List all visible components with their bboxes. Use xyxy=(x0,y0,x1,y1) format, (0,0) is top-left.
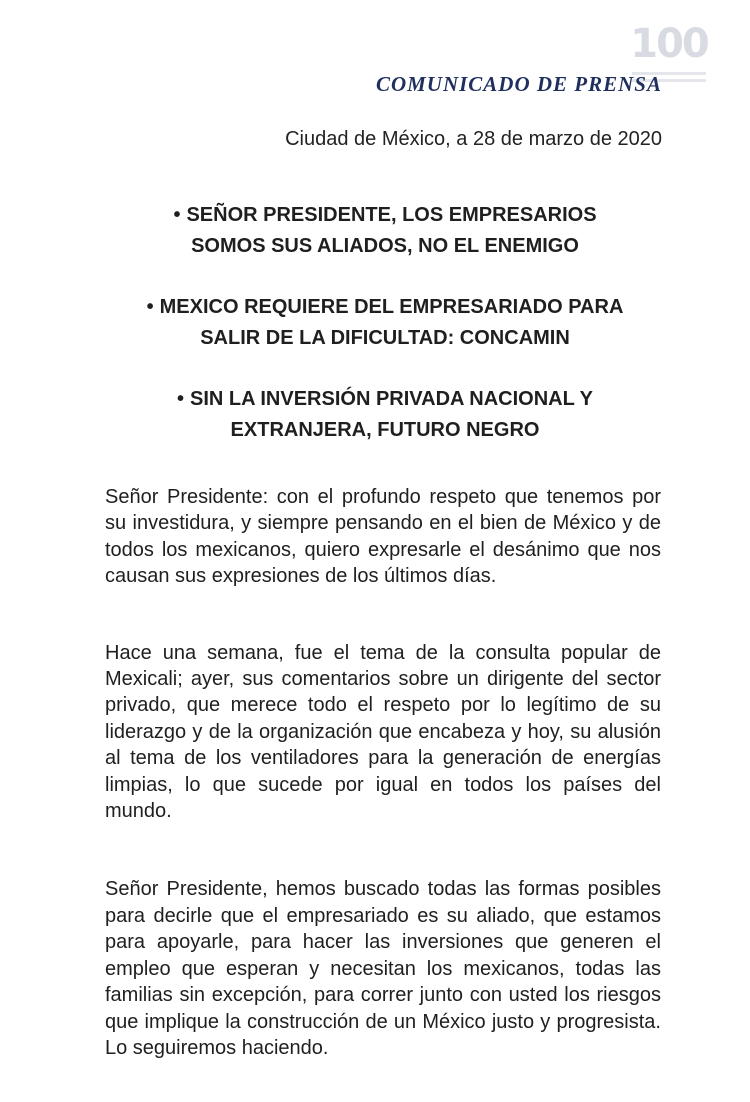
body-text xyxy=(105,484,661,1061)
logo-number: 100 xyxy=(630,21,708,67)
headline-3-line-2: EXTRANJERA, FUTURO NEGRO xyxy=(230,419,540,441)
headline-1-line-1: SEÑOR PRESIDENTE, LOS EMPRESARIOS xyxy=(186,204,597,226)
headline-3 xyxy=(90,384,680,446)
headlines xyxy=(90,200,680,476)
headline-2 xyxy=(90,292,680,354)
headline-2-line-2: SALIR DE LA DIFICULTAD: CONCAMIN xyxy=(200,327,570,349)
bullet: • xyxy=(146,296,154,318)
bullet: • xyxy=(173,204,181,226)
headline-1 xyxy=(90,200,680,262)
headline-2-line-1: MEXICO REQUIERE DEL EMPRESARIADO PARA xyxy=(159,296,624,318)
dateline: Ciudad de México, a 28 de marzo de 2020 xyxy=(285,128,662,150)
paragraph-2: Hace una semana, fue el tema de la consulta popular de Mexicali; ayer, sus comentarios sobre un dirigente del sector privado, que merece todo el respeto por lo legítimo de su liderazgo y de la organización que encabeza y hoy, su alusión al tema de los ventiladores para la generación de energías limpias, lo que sucede por igual en todos los países del mundo. xyxy=(105,641,661,823)
document-title: COMUNICADO DE PRENSA xyxy=(375,72,662,96)
bullet: • xyxy=(176,388,184,410)
headline-3-line-1: SIN LA INVERSIÓN PRIVADA NACIONAL Y xyxy=(190,388,594,410)
headline-1-line-2: SOMOS SUS ALIADOS, NO EL ENEMIGO xyxy=(191,235,579,257)
paragraph-1: Señor Presidente: con el profundo respeto que tenemos por su investidura, y siempre pensando en el bien de México y de todos los mexicanos, quiero expresarle el desánimo que nos causan sus expresiones de los últimos días. xyxy=(105,486,661,588)
paragraph-3: Señor Presidente, hemos buscado todas las formas posibles para decirle que el empresariado es su aliado, que estamos para apoyarle, para hacer las inversiones que generen el empleo que esperan y necesitan los mexicanos, todas las familias sin excepción, para correr junto con usted los riesgos que implique la construcción de un México justo y progresista. Lo seguiremos haciendo. xyxy=(105,878,661,1059)
